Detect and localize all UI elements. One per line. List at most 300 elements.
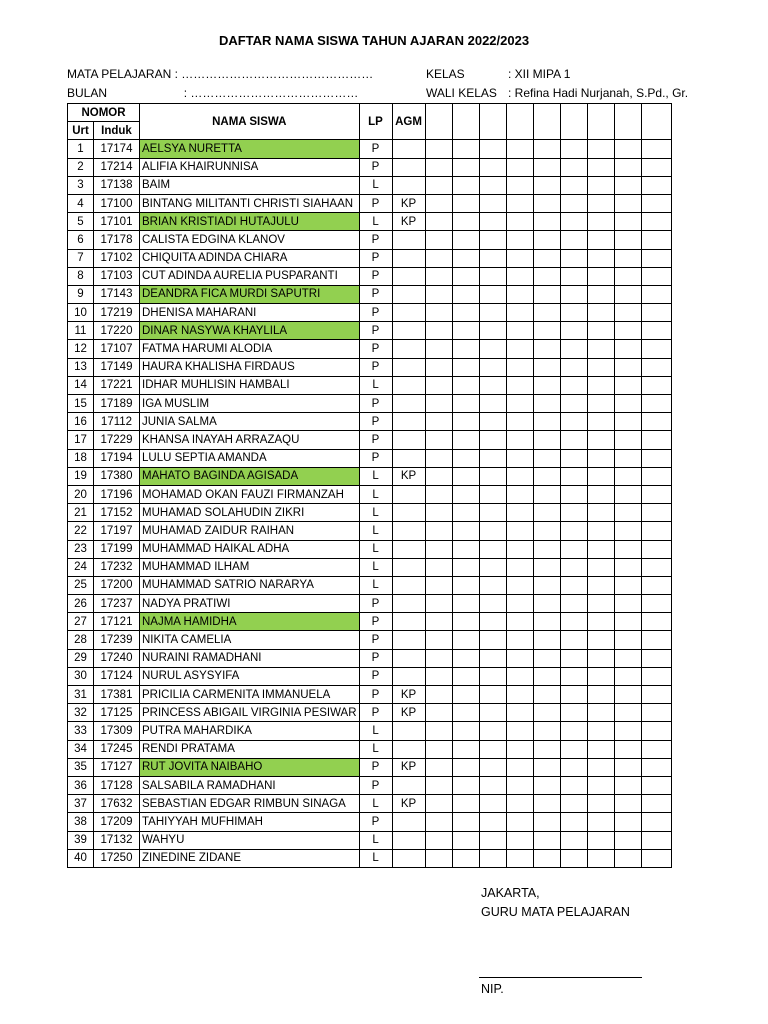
table-row (68, 176, 672, 194)
blank-cell (560, 740, 587, 758)
header-induk: Induk (94, 122, 140, 140)
blank-cell (587, 722, 614, 740)
blank-cell (614, 831, 641, 849)
blank-cell (425, 522, 452, 540)
blank-cell (425, 795, 452, 813)
blank-cell (506, 449, 533, 467)
blank-cell (641, 686, 671, 704)
row-lp: P (359, 231, 392, 249)
row-induk: 17381 (94, 686, 140, 704)
blank-cell (506, 395, 533, 413)
blank-cell (425, 304, 452, 322)
blank-header (533, 104, 560, 140)
blank-cell (452, 158, 479, 176)
blank-header (425, 104, 452, 140)
blank-cell (533, 431, 560, 449)
row-lp: L (359, 485, 392, 503)
blank-cell (479, 358, 506, 376)
row-induk: 17107 (94, 340, 140, 358)
row-lp: P (359, 267, 392, 285)
blank-cell (452, 795, 479, 813)
blank-cell (560, 231, 587, 249)
row-lp: P (359, 686, 392, 704)
row-lp: P (359, 249, 392, 267)
blank-cell (506, 194, 533, 212)
row-agm (392, 176, 425, 194)
row-urt: 31 (68, 686, 94, 704)
row-induk: 17197 (94, 522, 140, 540)
row-urt: 23 (68, 540, 94, 558)
blank-cell (587, 849, 614, 867)
blank-cell (614, 776, 641, 794)
table-row (68, 704, 672, 722)
table-row (68, 340, 672, 358)
blank-cell (587, 758, 614, 776)
blank-cell (614, 304, 641, 322)
table-row (68, 449, 672, 467)
row-induk: 17100 (94, 194, 140, 212)
blank-cell (452, 395, 479, 413)
table-row (68, 558, 672, 576)
blank-cell (425, 504, 452, 522)
blank-cell (560, 322, 587, 340)
blank-cell (560, 649, 587, 667)
row-agm (392, 722, 425, 740)
blank-cell (587, 431, 614, 449)
blank-cell (533, 194, 560, 212)
blank-cell (560, 849, 587, 867)
row-nama: PRICILIA CARMENITA IMMANUELA (140, 686, 360, 704)
row-urt: 4 (68, 194, 94, 212)
blank-cell (641, 340, 671, 358)
row-urt: 27 (68, 613, 94, 631)
row-nama: SEBASTIAN EDGAR RIMBUN SINAGA (140, 795, 360, 813)
blank-cell (506, 540, 533, 558)
blank-cell (533, 849, 560, 867)
blank-cell (587, 485, 614, 503)
row-agm (392, 376, 425, 394)
blank-cell (506, 267, 533, 285)
blank-cell (560, 249, 587, 267)
blank-cell (641, 395, 671, 413)
blank-cell (479, 449, 506, 467)
row-lp: L (359, 831, 392, 849)
row-lp: L (359, 558, 392, 576)
row-urt: 15 (68, 395, 94, 413)
blank-cell (506, 613, 533, 631)
blank-cell (587, 213, 614, 231)
blank-cell (533, 285, 560, 303)
blank-cell (641, 758, 671, 776)
row-agm (392, 776, 425, 794)
blank-cell (452, 722, 479, 740)
blank-cell (560, 158, 587, 176)
row-agm: KP (392, 704, 425, 722)
blank-cell (506, 467, 533, 485)
blank-cell (533, 376, 560, 394)
row-agm (392, 322, 425, 340)
blank-cell (560, 340, 587, 358)
blank-cell (506, 176, 533, 194)
blank-cell (641, 776, 671, 794)
table-row (68, 740, 672, 758)
row-agm (392, 831, 425, 849)
row-lp: L (359, 722, 392, 740)
blank-cell (533, 467, 560, 485)
blank-cell (452, 285, 479, 303)
blank-cell (479, 431, 506, 449)
blank-cell (479, 576, 506, 594)
wali-row (426, 86, 688, 100)
blank-cell (641, 304, 671, 322)
blank-cell (425, 613, 452, 631)
row-lp: P (359, 667, 392, 685)
blank-cell (560, 194, 587, 212)
blank-cell (614, 795, 641, 813)
signature-role: GURU MATA PELAJARAN (481, 905, 630, 919)
table-row (68, 395, 672, 413)
blank-cell (587, 704, 614, 722)
row-agm: KP (392, 795, 425, 813)
blank-cell (587, 649, 614, 667)
bulan-row (67, 86, 358, 100)
blank-cell (479, 194, 506, 212)
blank-cell (533, 540, 560, 558)
blank-cell (452, 449, 479, 467)
blank-cell (452, 340, 479, 358)
blank-cell (587, 358, 614, 376)
row-induk: 17245 (94, 740, 140, 758)
row-lp: L (359, 376, 392, 394)
blank-cell (641, 267, 671, 285)
blank-cell (587, 194, 614, 212)
row-induk: 17128 (94, 776, 140, 794)
blank-cell (533, 831, 560, 849)
blank-cell (506, 704, 533, 722)
blank-cell (506, 213, 533, 231)
blank-cell (614, 249, 641, 267)
blank-cell (641, 540, 671, 558)
row-urt: 29 (68, 649, 94, 667)
blank-cell (560, 431, 587, 449)
row-lp: P (359, 613, 392, 631)
row-induk: 17209 (94, 813, 140, 831)
row-nama: NIKITA CAMELIA (140, 631, 360, 649)
blank-cell (641, 358, 671, 376)
blank-cell (641, 158, 671, 176)
row-lp: P (359, 304, 392, 322)
blank-cell (533, 449, 560, 467)
blank-cell (533, 795, 560, 813)
blank-cell (479, 322, 506, 340)
blank-cell (614, 194, 641, 212)
blank-cell (560, 686, 587, 704)
mapel-label: MATA PELAJARAN : (67, 67, 178, 81)
blank-cell (641, 740, 671, 758)
blank-cell (560, 576, 587, 594)
blank-cell (479, 540, 506, 558)
table-row (68, 758, 672, 776)
blank-cell (479, 613, 506, 631)
blank-cell (452, 686, 479, 704)
table-row (68, 304, 672, 322)
blank-cell (506, 667, 533, 685)
blank-cell (533, 631, 560, 649)
blank-cell (506, 249, 533, 267)
blank-cell (425, 449, 452, 467)
blank-cell (506, 758, 533, 776)
blank-cell (614, 158, 641, 176)
table-row (68, 431, 672, 449)
blank-cell (641, 431, 671, 449)
blank-cell (533, 358, 560, 376)
row-agm (392, 413, 425, 431)
row-nama: JUNIA SALMA (140, 413, 360, 431)
table-body (68, 140, 672, 868)
blank-cell (452, 140, 479, 158)
row-lp: P (359, 595, 392, 613)
blank-cell (425, 595, 452, 613)
row-induk: 17309 (94, 722, 140, 740)
blank-cell (641, 376, 671, 394)
blank-cell (506, 285, 533, 303)
blank-cell (641, 795, 671, 813)
table-row (68, 667, 672, 685)
blank-cell (614, 540, 641, 558)
row-lp: L (359, 522, 392, 540)
blank-cell (479, 776, 506, 794)
blank-cell (425, 395, 452, 413)
blank-cell (425, 485, 452, 503)
blank-cell (479, 813, 506, 831)
blank-cell (506, 686, 533, 704)
blank-cell (533, 176, 560, 194)
row-induk: 17237 (94, 595, 140, 613)
kelas-value: : XII MIPA 1 (508, 67, 571, 81)
row-induk: 17221 (94, 376, 140, 394)
blank-cell (452, 376, 479, 394)
row-agm: KP (392, 758, 425, 776)
blank-cell (425, 558, 452, 576)
blank-cell (560, 758, 587, 776)
blank-cell (506, 431, 533, 449)
row-agm (392, 449, 425, 467)
blank-cell (533, 558, 560, 576)
row-induk: 17102 (94, 249, 140, 267)
blank-cell (533, 140, 560, 158)
blank-cell (614, 649, 641, 667)
blank-cell (560, 267, 587, 285)
blank-cell (425, 249, 452, 267)
table-row (68, 504, 672, 522)
blank-cell (533, 522, 560, 540)
signature-nip: NIP. (481, 982, 504, 996)
blank-cell (587, 776, 614, 794)
row-lp: P (359, 194, 392, 212)
row-induk: 17199 (94, 540, 140, 558)
table-row (68, 231, 672, 249)
blank-cell (425, 285, 452, 303)
blank-cell (587, 376, 614, 394)
blank-cell (614, 758, 641, 776)
row-agm (392, 267, 425, 285)
table-row (68, 686, 672, 704)
row-lp: L (359, 176, 392, 194)
header-urt: Urt (68, 122, 94, 140)
blank-cell (641, 576, 671, 594)
row-urt: 37 (68, 795, 94, 813)
row-nama: RENDI PRATAMA (140, 740, 360, 758)
row-agm (392, 231, 425, 249)
row-lp: L (359, 213, 392, 231)
blank-cell (506, 304, 533, 322)
table-row (68, 595, 672, 613)
blank-cell (479, 158, 506, 176)
blank-cell (587, 395, 614, 413)
blank-cell (506, 558, 533, 576)
blank-cell (506, 722, 533, 740)
blank-cell (641, 722, 671, 740)
blank-cell (587, 413, 614, 431)
row-urt: 21 (68, 504, 94, 522)
row-induk: 17149 (94, 358, 140, 376)
blank-cell (425, 540, 452, 558)
table-row (68, 194, 672, 212)
blank-cell (587, 740, 614, 758)
table-row (68, 467, 672, 485)
blank-cell (560, 595, 587, 613)
blank-cell (587, 158, 614, 176)
blank-cell (614, 467, 641, 485)
row-induk: 17229 (94, 431, 140, 449)
row-nama: ZINEDINE ZIDANE (140, 849, 360, 867)
blank-header (641, 104, 671, 140)
row-nama: SALSABILA RAMADHANI (140, 776, 360, 794)
row-lp: P (359, 285, 392, 303)
row-agm (392, 485, 425, 503)
row-urt: 13 (68, 358, 94, 376)
row-induk: 17250 (94, 849, 140, 867)
blank-cell (533, 704, 560, 722)
blank-cell (560, 285, 587, 303)
blank-cell (479, 267, 506, 285)
blank-cell (479, 213, 506, 231)
blank-cell (533, 213, 560, 231)
blank-cell (452, 322, 479, 340)
row-agm (392, 140, 425, 158)
blank-cell (614, 176, 641, 194)
row-agm (392, 631, 425, 649)
row-agm (392, 595, 425, 613)
blank-cell (560, 722, 587, 740)
blank-cell (425, 322, 452, 340)
blank-cell (614, 667, 641, 685)
header-nama: NAMA SISWA (140, 104, 360, 140)
table-row (68, 140, 672, 158)
row-lp: P (359, 704, 392, 722)
row-urt: 22 (68, 522, 94, 540)
table-row (68, 813, 672, 831)
row-induk: 17124 (94, 667, 140, 685)
blank-cell (560, 467, 587, 485)
blank-cell (614, 395, 641, 413)
blank-cell (533, 485, 560, 503)
row-agm: KP (392, 194, 425, 212)
row-agm (392, 340, 425, 358)
row-induk: 17220 (94, 322, 140, 340)
blank-cell (452, 194, 479, 212)
blank-cell (641, 558, 671, 576)
blank-cell (425, 722, 452, 740)
blank-cell (425, 649, 452, 667)
blank-cell (587, 449, 614, 467)
row-nama: BRIAN KRISTIADI HUTAJULU (140, 213, 360, 231)
blank-cell (614, 267, 641, 285)
blank-cell (506, 358, 533, 376)
blank-cell (641, 667, 671, 685)
blank-cell (479, 376, 506, 394)
row-agm (392, 613, 425, 631)
blank-cell (587, 558, 614, 576)
blank-cell (614, 449, 641, 467)
blank-cell (614, 213, 641, 231)
blank-cell (425, 158, 452, 176)
table-row (68, 376, 672, 394)
blank-cell (425, 831, 452, 849)
blank-cell (452, 831, 479, 849)
row-induk: 17121 (94, 613, 140, 631)
row-agm: KP (392, 213, 425, 231)
row-nama: MUHAMAD SOLAHUDIN ZIKRI (140, 504, 360, 522)
mapel-row (67, 67, 373, 81)
row-urt: 24 (68, 558, 94, 576)
blank-cell (452, 704, 479, 722)
blank-cell (560, 831, 587, 849)
blank-cell (587, 504, 614, 522)
blank-cell (506, 649, 533, 667)
blank-cell (452, 504, 479, 522)
signature-line (479, 977, 642, 978)
blank-cell (560, 504, 587, 522)
row-nama: CALISTA EDGINA KLANOV (140, 231, 360, 249)
row-lp: P (359, 758, 392, 776)
blank-cell (533, 158, 560, 176)
blank-cell (506, 631, 533, 649)
signature-city: JAKARTA, (481, 886, 540, 900)
blank-cell (452, 540, 479, 558)
blank-cell (452, 358, 479, 376)
row-agm: KP (392, 467, 425, 485)
row-urt: 16 (68, 413, 94, 431)
row-induk: 17380 (94, 467, 140, 485)
blank-cell (533, 613, 560, 631)
blank-cell (452, 740, 479, 758)
row-urt: 2 (68, 158, 94, 176)
blank-cell (425, 267, 452, 285)
blank-cell (479, 704, 506, 722)
row-lp: L (359, 467, 392, 485)
row-lp: P (359, 449, 392, 467)
blank-cell (560, 449, 587, 467)
blank-cell (587, 540, 614, 558)
blank-cell (452, 176, 479, 194)
blank-cell (506, 413, 533, 431)
table-row (68, 267, 672, 285)
row-agm (392, 158, 425, 176)
table-row (68, 849, 672, 867)
blank-cell (587, 267, 614, 285)
row-nama: MOHAMAD OKAN FAUZI FIRMANZAH (140, 485, 360, 503)
